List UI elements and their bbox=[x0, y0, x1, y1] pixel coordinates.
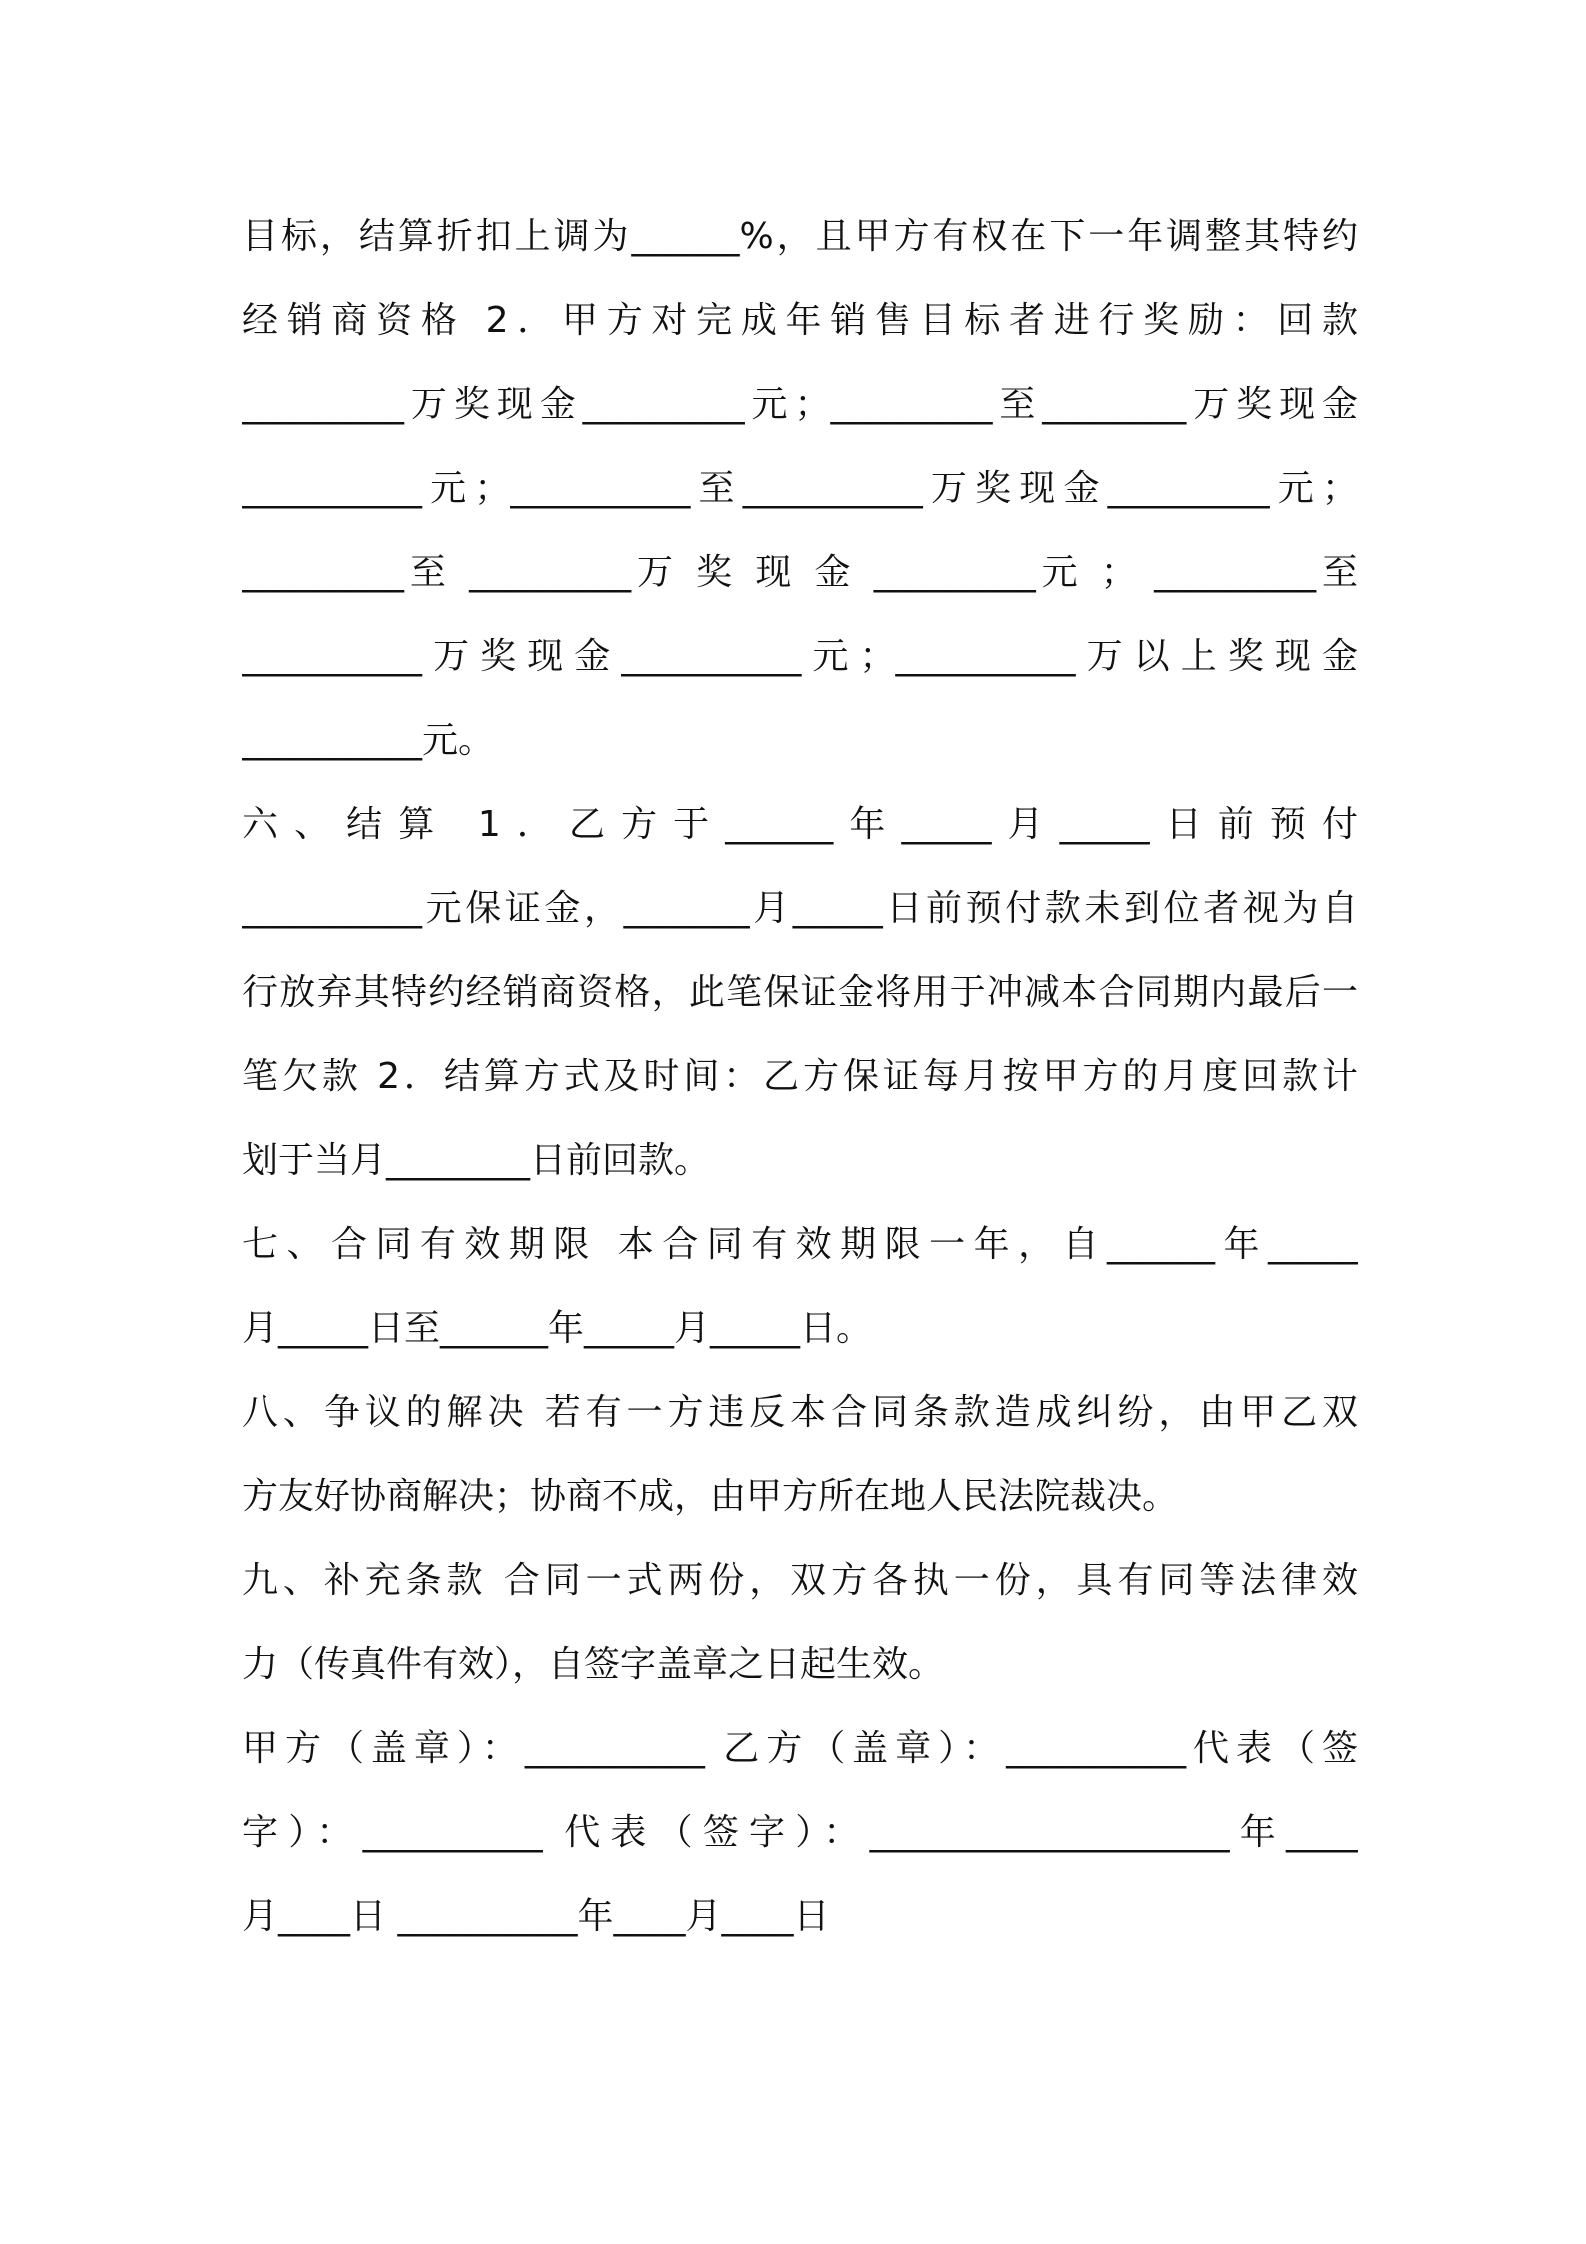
text-line: __________元保证金，_______月_____日前预付款未到位者视为自 bbox=[242, 888, 1358, 929]
text-line: 行放弃其特约经销商资格，此笔保证金将用于冲减本合同期内最后一 bbox=[242, 972, 1358, 1013]
signature-date-line: 月____日 __________年____月____日 bbox=[242, 1896, 830, 1937]
text-line: _________万奖现金_________元；_________至________万奖现金 bbox=[242, 384, 1358, 425]
signature-line: 字）：__________ 代表（签字）：____________________年____ bbox=[242, 1812, 1358, 1853]
text-line: __________万奖现金__________元；__________万以上奖现金 bbox=[242, 636, 1358, 677]
text-line: _________至 _________万 奖 现 金 _________元 ； _________至 bbox=[242, 552, 1358, 593]
text-line: 方友好协商解决；协商不成，由甲方所在地人民法院裁决。 bbox=[242, 1476, 1179, 1517]
signature-line: 甲方（盖章）：__________ 乙方（盖章）：__________代表（签 bbox=[242, 1728, 1358, 1769]
contract-body bbox=[242, 195, 1358, 1959]
text-line: __________元；__________至__________万奖现金_________元； bbox=[242, 468, 1358, 509]
section-heading-validity: 七、合同有效期限 本合同有效期限一年，自______年_____ bbox=[242, 1224, 1358, 1265]
text-line: 经销商资格 2．甲方对完成年销售目标者进行奖励：回款 bbox=[242, 300, 1358, 341]
text-line: 月_____日至______年_____月_____日。 bbox=[242, 1308, 873, 1349]
section-heading-dispute: 八、争议的解决 若有一方违反本合同条款造成纠纷，由甲乙双 bbox=[242, 1392, 1358, 1433]
section-heading-settlement: 六、结算 1．乙方于______年_____月_____日前预付 bbox=[242, 804, 1358, 845]
text-line: 笔欠款 2．结算方式及时间：乙方保证每月按甲方的月度回款计 bbox=[242, 1056, 1358, 1097]
text-line: __________元。 bbox=[242, 720, 495, 761]
text-line: 目标，结算折扣上调为______%，且甲方有权在下一年调整其特约 bbox=[242, 216, 1358, 257]
section-heading-supplementary: 九、补充条款 合同一式两份，双方各执一份，具有同等法律效 bbox=[242, 1560, 1358, 1601]
text-line: 力（传真件有效），自签字盖章之日起生效。 bbox=[242, 1644, 945, 1685]
text-line: 划于当月________日前回款。 bbox=[242, 1140, 711, 1181]
